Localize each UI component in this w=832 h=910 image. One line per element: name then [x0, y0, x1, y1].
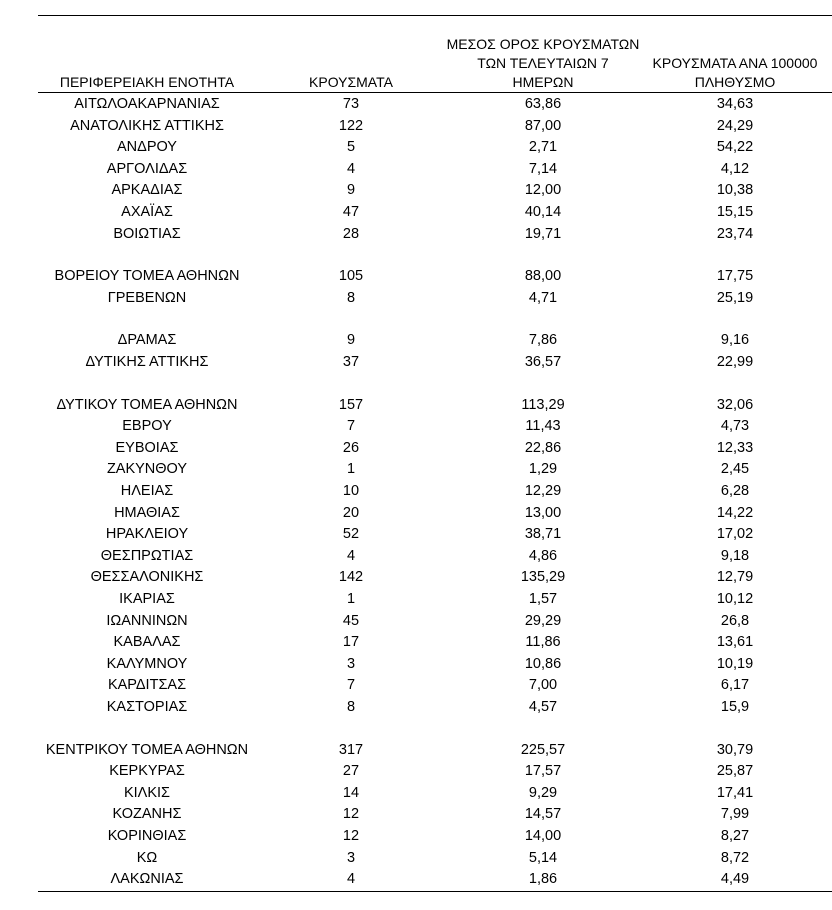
- region-cell: ΑΙΤΩΛΟΑΚΑΡΝΑΝΙΑΣ: [74, 96, 220, 112]
- cases-cell: 73: [342, 96, 360, 112]
- region-cell: ΘΕΣΠΡΩΤΙΑΣ: [100, 547, 194, 564]
- avg7-cell: 1,86: [528, 871, 558, 888]
- cases-cell: 4: [346, 160, 356, 177]
- table-row: [0, 179, 832, 201]
- per100k-cell: 25,19: [716, 289, 754, 306]
- avg7-cell: 17,57: [524, 763, 562, 780]
- cases-cell: 122: [338, 117, 364, 134]
- region-cell: ΚΟΡΙΝΘΙΑΣ: [107, 828, 187, 844]
- table-row: [0, 610, 832, 632]
- per100k-cell: 10,38: [716, 182, 754, 199]
- region-cell: ΚΑΣΤΟΡΙΑΣ: [106, 699, 188, 715]
- per100k-cell: 15,9: [720, 699, 750, 715]
- per100k-cell: 54,22: [716, 139, 754, 156]
- avg7-cell: 2,71: [528, 139, 558, 156]
- per100k-cell: 15,15: [716, 204, 754, 220]
- region-cell: ΚΩ: [136, 849, 158, 866]
- cases-cell: 105: [338, 268, 364, 285]
- avg7-cell: 40,14: [524, 204, 562, 220]
- avg7-cell: 7,86: [528, 332, 558, 349]
- table-row: [0, 158, 832, 180]
- header-avg7-line3: ΗΜΕΡΩΝ: [512, 74, 574, 90]
- region-cell: ΚΑΒΑΛΑΣ: [113, 634, 181, 651]
- per100k-cell: 34,63: [716, 96, 754, 112]
- per100k-cell: 6,17: [720, 677, 750, 694]
- avg7-cell: 9,29: [528, 784, 558, 801]
- cases-cell: 317: [338, 741, 364, 758]
- avg7-cell: 11,86: [525, 634, 561, 651]
- per100k-cell: 8,72: [720, 849, 750, 866]
- table-row: [0, 201, 832, 223]
- avg7-cell: 4,86: [528, 547, 558, 564]
- avg7-cell: 19,71: [524, 225, 562, 242]
- region-cell: ΕΥΒΟΙΑΣ: [115, 439, 179, 456]
- per100k-cell: 10,19: [716, 655, 754, 672]
- table-row: [0, 653, 832, 675]
- per100k-cell: 14,22: [716, 504, 754, 521]
- table-row: [0, 674, 832, 696]
- cases-cell: 142: [338, 569, 364, 586]
- table-row: [0, 265, 832, 287]
- region-cell: ΚΑΛΥΜΝΟΥ: [106, 655, 188, 672]
- region-cell: ΒΟΡΕΙΟΥ ΤΟΜΕΑ ΑΘΗΝΩΝ: [54, 268, 240, 285]
- per100k-cell: 7,99: [720, 806, 750, 823]
- per100k-cell: 10,12: [716, 591, 754, 607]
- cases-cell: 9: [346, 182, 356, 199]
- avg7-cell: 12,00: [524, 182, 562, 199]
- cases-cell: 8: [346, 699, 356, 715]
- table-row: [0, 760, 832, 782]
- per100k-cell: 2,45: [720, 461, 750, 478]
- avg7-cell: 12,29: [524, 483, 562, 499]
- table-row: [0, 825, 832, 847]
- table-row: [0, 588, 832, 610]
- avg7-cell: 135,29: [520, 569, 566, 586]
- table-row: [0, 437, 832, 459]
- avg7-cell: 4,57: [528, 699, 558, 715]
- per100k-cell: 25,87: [716, 763, 754, 780]
- region-cell: ΓΡΕΒΕΝΩΝ: [107, 289, 187, 306]
- per100k-cell: 24,29: [716, 117, 754, 134]
- avg7-cell: 11,43: [525, 418, 561, 435]
- cases-cell: 37: [342, 354, 360, 370]
- region-cell: ΚΑΡΔΙΤΣΑΣ: [107, 677, 187, 694]
- region-cell: ΚΕΝΤΡΙΚΟΥ ΤΟΜΕΑ ΑΘΗΝΩΝ: [45, 741, 249, 758]
- region-cell: ΒΟΙΩΤΙΑΣ: [113, 225, 181, 242]
- avg7-cell: 87,00: [524, 117, 562, 134]
- cases-cell: 10: [342, 483, 360, 499]
- table-row: [0, 803, 832, 825]
- table-row: [0, 480, 832, 502]
- table-row: [0, 93, 832, 115]
- table-row: [0, 868, 832, 890]
- per100k-cell: 12,33: [716, 439, 754, 456]
- cases-cell: 12: [342, 828, 360, 844]
- table-row: [0, 136, 832, 158]
- region-cell: ΑΝΑΤΟΛΙΚΗΣ ΑΤΤΙΚΗΣ: [70, 117, 224, 134]
- cases-cell: 45: [342, 612, 360, 629]
- avg7-cell: 225,57: [520, 741, 566, 758]
- table-row: [0, 502, 832, 524]
- avg7-cell: 113,29: [521, 396, 565, 413]
- cases-cell: 7: [346, 418, 356, 435]
- region-cell: ΕΒΡΟΥ: [122, 418, 172, 435]
- region-cell: ΔΥΤΙΚΟΥ ΤΟΜΕΑ ΑΘΗΝΩΝ: [56, 396, 238, 413]
- avg7-cell: 14,57: [524, 806, 562, 823]
- per100k-cell: 23,74: [716, 225, 754, 242]
- table-row: [0, 696, 832, 718]
- avg7-cell: 1,57: [528, 591, 558, 607]
- table-row: [0, 847, 832, 869]
- header-avg7-line2: ΤΩΝ ΤΕΛΕΥΤΑΙΩΝ 7: [477, 55, 609, 71]
- cases-cell: 7: [346, 677, 356, 694]
- cases-cell: 12: [342, 806, 360, 823]
- cases-cell: 52: [342, 526, 360, 543]
- table-row: [0, 115, 832, 137]
- cases-cell: 3: [346, 655, 356, 672]
- avg7-cell: 63,86: [524, 96, 562, 112]
- table-row: [0, 545, 832, 567]
- table-row: [0, 287, 832, 309]
- region-cell: ΛΑΚΩΝΙΑΣ: [110, 871, 184, 888]
- cases-cell: 4: [346, 871, 356, 888]
- region-cell: ΗΜΑΘΙΑΣ: [114, 504, 180, 521]
- avg7-cell: 29,29: [524, 612, 562, 629]
- table-row: [0, 394, 832, 416]
- header-cases: ΚΡΟΥΣΜΑΤΑ: [309, 74, 393, 90]
- per100k-cell: 17,41: [716, 784, 754, 801]
- avg7-cell: 38,71: [524, 526, 562, 543]
- table-row: [0, 223, 832, 245]
- cases-cell: 28: [342, 225, 360, 242]
- region-cell: ΗΛΕΙΑΣ: [120, 483, 174, 499]
- per100k-cell: 26,8: [720, 612, 750, 629]
- region-cell: ΚΙΛΚΙΣ: [123, 784, 171, 801]
- cases-cell: 9: [346, 332, 356, 349]
- table-row: [0, 566, 832, 588]
- per100k-cell: 30,79: [716, 741, 754, 758]
- header-avg7-line1: ΜΕΣΟΣ ΟΡΟΣ ΚΡΟΥΣΜΑΤΩΝ: [446, 36, 640, 52]
- cases-cell: 14: [342, 784, 360, 801]
- avg7-cell: 7,14: [528, 160, 558, 177]
- cases-cell: 27: [342, 763, 360, 780]
- per100k-cell: 6,28: [720, 483, 750, 499]
- avg7-cell: 1,29: [528, 461, 558, 478]
- cases-cell: 157: [338, 396, 364, 413]
- avg7-cell: 88,00: [524, 268, 562, 285]
- cases-cell: 8: [346, 289, 356, 306]
- per100k-cell: 17,75: [716, 268, 754, 285]
- per100k-cell: 22,99: [716, 354, 754, 370]
- avg7-cell: 14,00: [524, 828, 562, 844]
- region-cell: ΑΝΔΡΟΥ: [117, 139, 177, 156]
- cases-cell: 4: [346, 547, 356, 564]
- avg7-cell: 13,00: [524, 504, 562, 521]
- cases-cell: 1: [346, 461, 356, 478]
- region-cell: ΘΕΣΣΑΛΟΝΙΚΗΣ: [90, 569, 204, 586]
- per100k-cell: 4,12: [720, 160, 750, 177]
- per100k-cell: 12,79: [716, 569, 754, 586]
- header-per100k-line2: ΠΛΗΘΥΣΜΟ: [694, 74, 776, 90]
- region-cell: ΑΡΚΑΔΙΑΣ: [111, 182, 183, 199]
- cases-cell: 47: [342, 204, 360, 220]
- avg7-cell: 4,71: [528, 289, 558, 306]
- table-row: [0, 631, 832, 653]
- avg7-cell: 5,14: [528, 849, 558, 866]
- region-cell: ΚΟΖΑΝΗΣ: [112, 806, 182, 823]
- per100k-cell: 4,49: [720, 871, 750, 888]
- avg7-cell: 22,86: [524, 439, 562, 456]
- region-cell: ΙΩΑΝΝΙΝΩΝ: [106, 612, 188, 629]
- top-rule: [38, 15, 832, 16]
- table-row: [0, 782, 832, 804]
- per100k-cell: 13,61: [716, 634, 754, 651]
- cases-cell: 26: [342, 439, 360, 456]
- cases-cell: 17: [342, 634, 360, 651]
- bottom-rule: [38, 891, 832, 892]
- per100k-cell: 32,06: [716, 396, 754, 413]
- region-cell: ΚΕΡΚΥΡΑΣ: [109, 763, 185, 780]
- cases-cell: 1: [346, 591, 356, 607]
- table-row: [0, 415, 832, 437]
- table-row: [0, 739, 832, 761]
- region-cell: ΑΧΑΪΑΣ: [121, 204, 173, 220]
- region-cell: ΗΡΑΚΛΕΙΟΥ: [105, 526, 189, 543]
- header-per100k-line1: ΚΡΟΥΣΜΑΤΑ ΑΝΑ 100000: [652, 55, 818, 71]
- cases-cell: 3: [346, 849, 356, 866]
- region-cell: ΖΑΚΥΝΘΟΥ: [106, 461, 188, 478]
- region-cell: ΔΡΑΜΑΣ: [117, 332, 177, 349]
- per100k-cell: 9,18: [720, 547, 750, 564]
- cases-cell: 20: [342, 504, 360, 521]
- per100k-cell: 9,16: [720, 332, 750, 349]
- avg7-cell: 7,00: [528, 677, 558, 694]
- region-cell: ΑΡΓΟΛΙΔΑΣ: [106, 160, 188, 177]
- per100k-cell: 17,02: [716, 526, 754, 543]
- avg7-cell: 10,86: [524, 655, 562, 672]
- table-row: [0, 329, 832, 351]
- table-row: [0, 351, 832, 373]
- table-row: [0, 523, 832, 545]
- header-region: ΠΕΡΙΦΕΡΕΙΑΚΗ ΕΝΟΤΗΤΑ: [59, 74, 235, 90]
- cases-cell: 5: [346, 139, 356, 156]
- per100k-cell: 8,27: [720, 828, 750, 844]
- avg7-cell: 36,57: [524, 354, 562, 370]
- region-cell: ΙΚΑΡΙΑΣ: [119, 591, 175, 607]
- region-cell: ΔΥΤΙΚΗΣ ΑΤΤΙΚΗΣ: [85, 354, 209, 370]
- table-row: [0, 458, 832, 480]
- per100k-cell: 4,73: [720, 418, 750, 435]
